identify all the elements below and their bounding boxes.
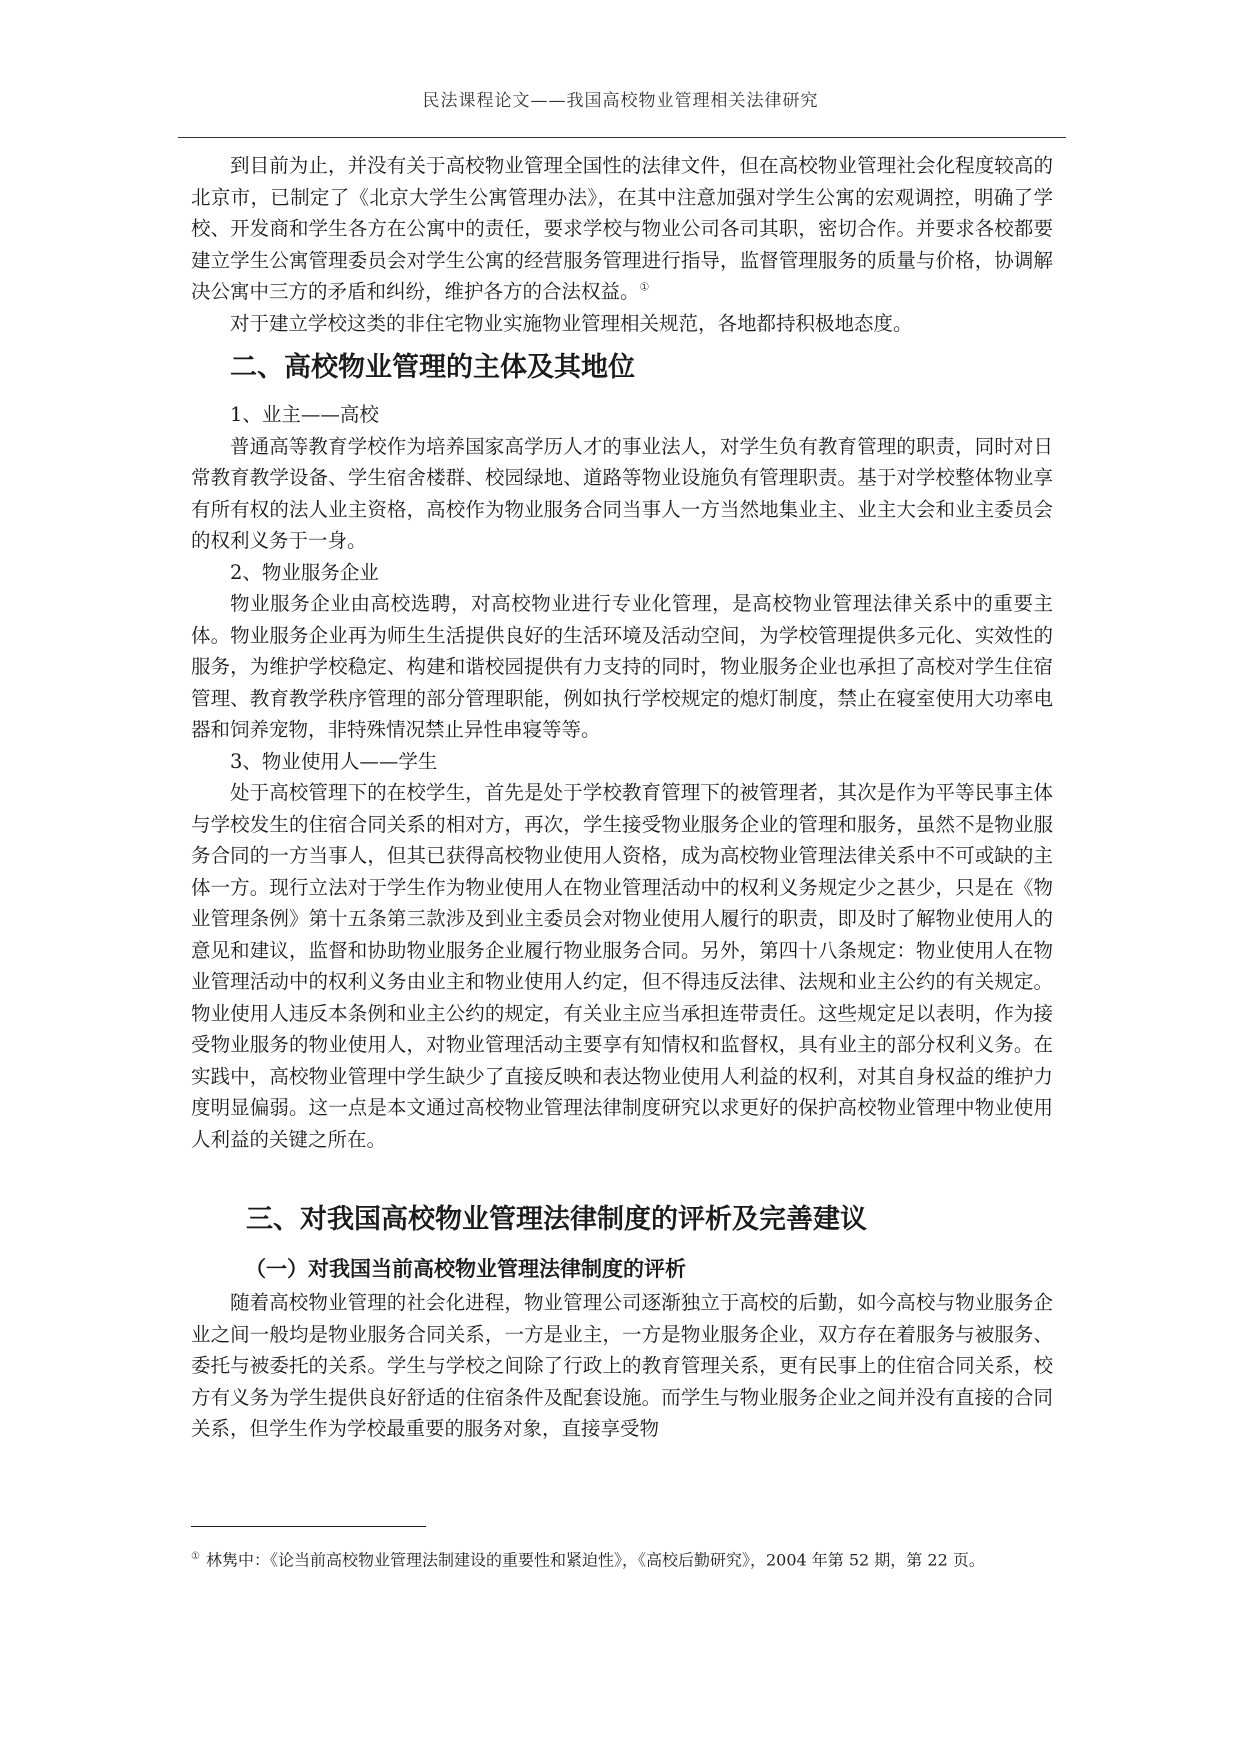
section-heading-subjects: 二、高校物业管理的主体及其地位 [230, 352, 635, 383]
footnote-number: ① [191, 1551, 200, 1562]
paragraph-socialization: 随着高校物业管理的社会化进程，物业管理公司逐渐独立于高校的后勤，如今高校与物业服务企业之间一般均是物业服务合同关系，一方是业主，一方是物业服务企业，双方存在着服务与被服务、委托与被委托的关系。学生与学校之间除了行政上的教育管理关系，更有民事上的住宿合同关系，校方有义务为学生提供良好舒适的住宿条件及配套设施。而学生与物业服务企业之间并没有直接的合同关系，但学生作为学校最重要的服务对象，直接享受物 [191, 1291, 1053, 1440]
footnote [191, 1544, 1051, 1572]
subsection-title-owner: 1、业主——高校 [230, 403, 379, 426]
footnote-reference[interactable]: ① [639, 280, 650, 294]
header-divider [178, 137, 1066, 138]
page-body [191, 150, 1053, 1445]
paragraph-beijing-regulation [191, 150, 1053, 308]
paragraph-text: 到目前为止，并没有关于高校物业管理全国性的法律文件，但在高校物业管理社会化程度较高的北京市，已制定了《北京大学生公寓管理办法》，在其中注意加强对学生公寓的宏观调控，明确了学校、开发商和学生各方在公寓中的责任，要求学校与物业公司各司其职，密切合作。并要求各校都要建立学生公寓管理委员会对学生公寓的经营服务管理进行指导，监督管理服务的质量与价格，协调解决公寓中三方的矛盾和纠纷，维护各方的合法权益。 [191, 154, 1053, 303]
paragraph-service-company: 物业服务企业由高校选聘，对高校物业进行专业化管理，是高校物业管理法律关系中的重要主体。物业服务企业再为师生生活提供良好的生活环境及活动空间，为学校管理提供多元化、实效性的服务，为维护学校稳定、构建和谐校园提供有力支持的同时，物业服务企业也承担了高校对学生住宿管理、教育教学秩序管理的部分管理职能，例如执行学校规定的熄灯制度，禁止在寝室使用大功率电器和饲养宠物，非特殊情况禁止异性串寝等等。 [191, 592, 1053, 741]
running-header: 民法课程论文——我国高校物业管理相关法律研究 [422, 91, 819, 111]
paragraph-owner: 普通高等教育学校作为培养国家高学历人才的事业法人，对学生负有教育管理的职责，同时对日常教育教学设备、学生宿舍楼群、校园绿地、道路等物业设施负有管理职责。基于对学校整体物业享有所有权的法人业主资格，高校作为物业服务合同当事人一方当然地集业主、业主大会和业主委员会的权利义务于一身。 [191, 434, 1053, 552]
subsection-title-user: 3、物业使用人——学生 [230, 749, 438, 773]
footnote-text: 林隽中：《论当前高校物业管理法制建设的重要性和紧迫性》，《高校后勤研究》，2004 年第 52 期，第 22 页。 [205, 1550, 985, 1570]
footnote-divider [191, 1526, 426, 1527]
paragraph-user: 处于高校管理下的在校学生，首先是处于学校教育管理下的被管理者，其次是作为平等民事主体与学校发生的住宿合同关系的相对方，再次，学生接受物业服务企业的管理和服务，虽然不是物业服务合同的一方当事人，但其已获得高校物业使用人资格，成为高校物业管理法律关系中不可或缺的主体一方。现行立法对于学生作为物业使用人在物业管理活动中的权利义务规定少之甚少，只是在《物业管理条例》第十五条第三款涉及到业主委员会对物业使用人履行的职责，即及时了解物业使用人的意见和建议，监督和协助物业服务企业履行物业服务合同。另外，第四十八条规定：物业使用人在物业管理活动中的权利义务由业主和物业使用人约定，但不得违反法律、法规和业主公约的有关规定。物业使用人违反本条例和业主公约的规定，有关业主应当承担连带责任。这些规定足以表明，作为接受物业服务的物业使用人，对物业管理活动主要享有知情权和监督权，具有业主的部分权利义务。在实践中，高校物业管理中学生缺少了直接反映和表达物业使用人利益的权利，对其自身权益的维护力度明显偏弱。这一点是本文通过高校物业管理法律制度研究以求更好的保护高校物业管理中物业使用人利益的关键之所在。 [191, 781, 1053, 1151]
section-heading-evaluation: 三、对我国高校物业管理法律制度的评析及完善建议 [246, 1204, 867, 1235]
paragraph-local-attitude: 对于建立学校这类的非住宅物业实施物业管理相关规范，各地都持积极地态度。 [230, 311, 913, 335]
subsection-heading-evaluation: （一）对我国当前高校物业管理法律制度的评析 [245, 1257, 686, 1281]
subsection-title-service-company: 2、物业服务企业 [230, 560, 379, 584]
